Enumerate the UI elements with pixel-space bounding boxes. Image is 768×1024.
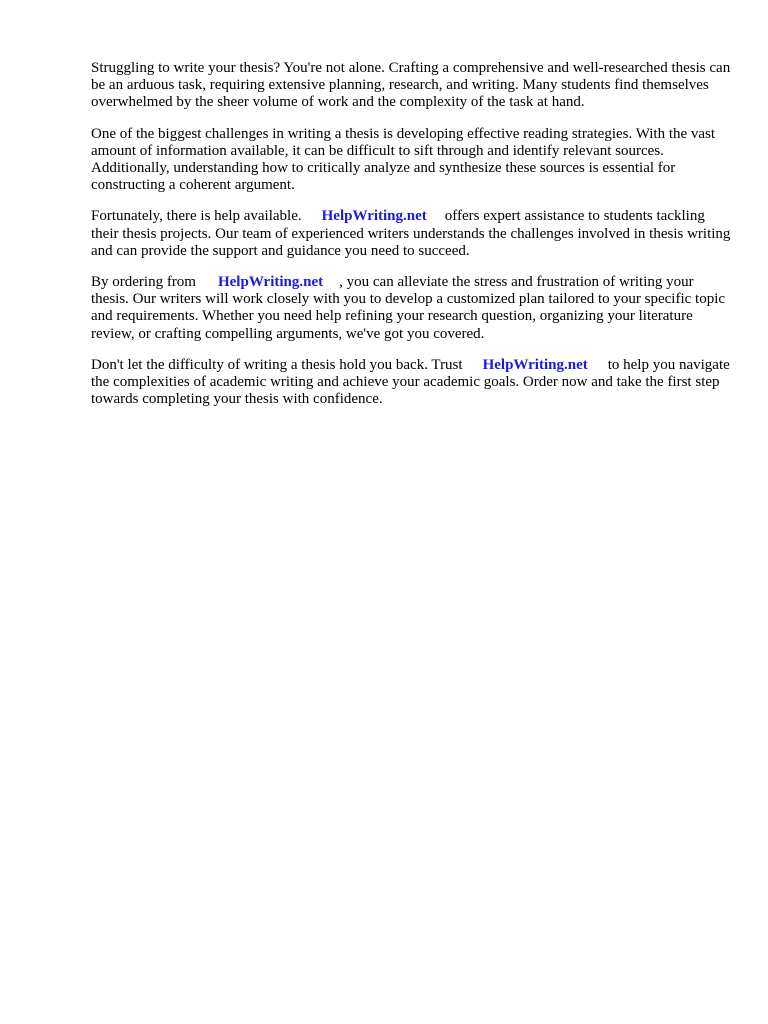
paragraph-help-available <box>91 208 731 260</box>
helpwriting-link-3[interactable]: HelpWriting.net <box>482 356 588 373</box>
paragraph-ordering <box>91 274 731 343</box>
paragraph-intro <box>91 60 731 112</box>
paragraph-closing-before: Don't let the difficulty of writing a thesis hold you back. Trust <box>91 356 463 373</box>
paragraph-challenges-text: One of the biggest challenges in writing a thesis is developing effective reading strategies. With the vast amount of information available, it can be difficult to sift through and identify relevant sources. Additionally, understanding how to critically analyze and synthesize these sources is essential for constructing a coherent argument. <box>91 125 716 194</box>
paragraph-ordering-after: , you can alleviate the stress and frustration of writing your thesis. Our writers will work closely with you to develop a customized plan tailored to your specific topic and requirements. Whether you need help refining your research question, organizing your literature review, or crafting compelling arguments, we've got you covered. <box>91 274 726 342</box>
helpwriting-link-1[interactable]: HelpWriting.net <box>321 208 427 225</box>
paragraph-help-available-before: Fortunately, there is help available. <box>91 208 302 225</box>
paragraph-closing-after: to help you navigate the complexities of academic writing and achieve your academic goals. Order now and take the first step towards completing your thesis with confidence. <box>91 356 730 408</box>
paragraph-challenges <box>91 126 731 195</box>
paragraph-ordering-before: By ordering from <box>91 274 196 291</box>
paragraph-help-available-after: offers expert assistance to students tackling their thesis projects. Our team of experienced writers understands the challenges involved in thesis writing and can provide the support and guidance you need to succeed. <box>91 208 731 259</box>
paragraph-intro-text: Struggling to write your thesis? You're not alone. Crafting a comprehensive and well-researched thesis can be an arduous task, requiring extensive planning, research, and writing. Many students find themselves overwhelmed by the sheer volume of work and the complexity of the task at hand. <box>91 60 731 111</box>
paragraph-closing <box>91 357 731 409</box>
helpwriting-link-2[interactable]: HelpWriting.net <box>217 274 324 291</box>
document-body <box>91 60 731 422</box>
